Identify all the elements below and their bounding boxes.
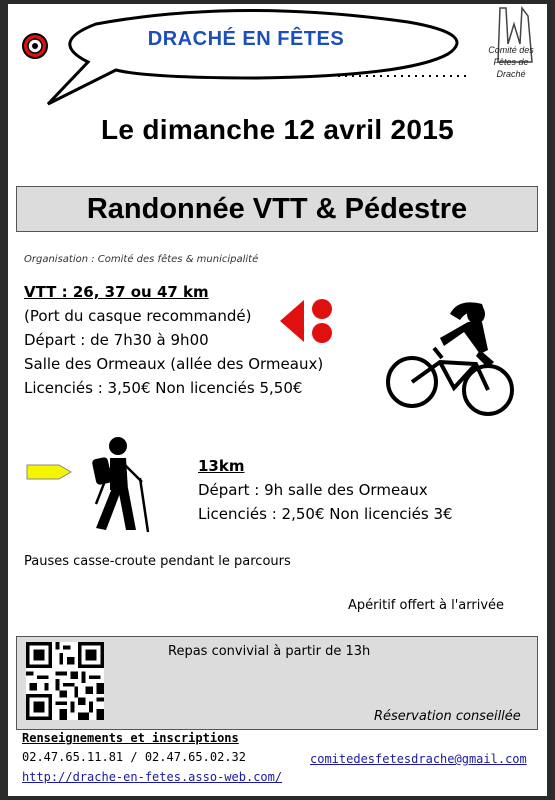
pedestre-heading: 13km	[198, 457, 245, 475]
speech-bubble	[8, 4, 547, 114]
reservation-note: Réservation conseillée	[374, 709, 521, 724]
contact-heading: Renseignements et inscriptions	[22, 731, 239, 745]
pedestre-depart: Départ : 9h salle des Ormeaux	[198, 481, 428, 499]
organisation-note: Organisation : Comité des fêtes & municipalité	[24, 254, 259, 265]
cyclist-icon	[384, 292, 524, 420]
qr-code-icon	[26, 642, 104, 720]
pedestre-prices: Licenciés : 2,50€ Non licenciés 3€	[198, 505, 453, 523]
yellow-arrow-icon	[26, 460, 72, 484]
flyer-page	[8, 4, 547, 796]
event-banner	[16, 186, 538, 232]
vtt-helmet: (Port du casque recommandé)	[24, 307, 252, 325]
website-link[interactable]: http://drache-en-fetes.asso-web.com/	[22, 770, 283, 784]
committee-name: Comité des Fêtes de Draché	[488, 45, 534, 79]
banner-title: Randonnée VTT & Pédestre	[86, 193, 468, 225]
contact-phones: 02.47.65.11.81 / 02.47.65.02.32	[22, 750, 246, 764]
header-title: DRACHÉ EN FÊTES	[147, 28, 345, 50]
aperitif-note: Apéritif offert à l'arrivée	[348, 598, 505, 613]
vtt-depart: Départ : de 7h30 à 9h00	[24, 331, 209, 349]
vtt-salle: Salle des Ormeaux (allée des Ormeaux)	[24, 355, 324, 373]
email-link[interactable]: comitedesfetesdrache@gmail.com	[310, 752, 527, 766]
target-icon	[23, 34, 47, 58]
vtt-heading: VTT : 26, 37 ou 47 km	[24, 283, 209, 301]
event-date: Le dimanche 12 avril 2015	[100, 114, 455, 145]
pauses-note: Pauses casse-croute pendant le parcours	[24, 554, 291, 569]
red-direction-icon	[278, 296, 338, 348]
vtt-prices: Licenciés : 3,50€ Non licenciés 5,50€	[24, 379, 303, 397]
hiker-icon	[80, 434, 160, 534]
meal-note: Repas convivial à partir de 13h	[168, 644, 371, 659]
